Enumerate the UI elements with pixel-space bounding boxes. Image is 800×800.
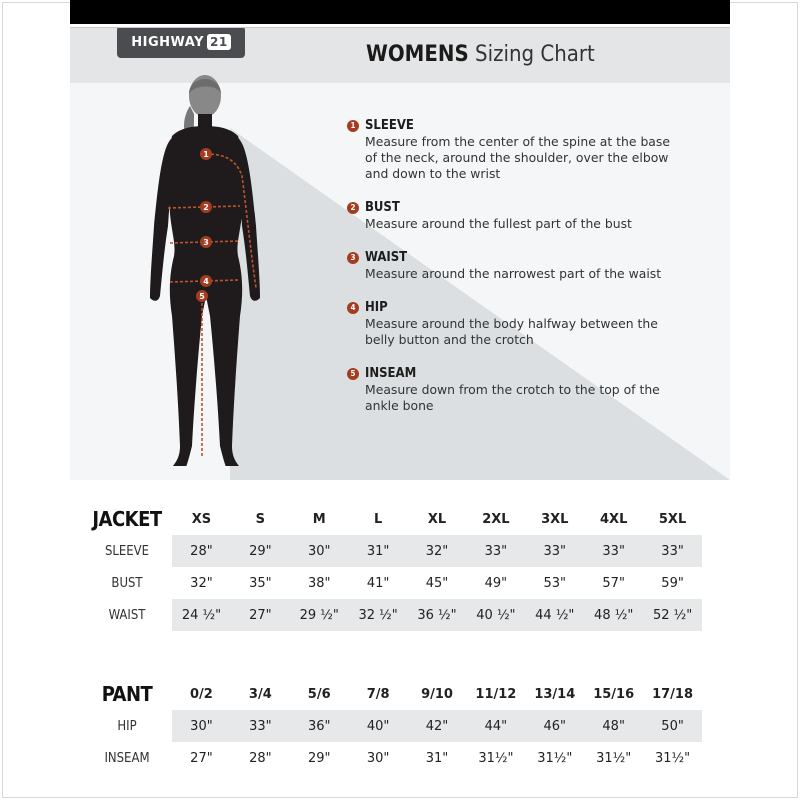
table-row bbox=[92, 599, 702, 631]
left-arm bbox=[150, 138, 174, 301]
table-cell: 57" bbox=[602, 575, 625, 591]
table-cell: 49" bbox=[484, 575, 508, 591]
pant-table bbox=[92, 678, 702, 774]
size-header: 15/16 bbox=[593, 686, 635, 702]
table-cell: 30" bbox=[290, 535, 349, 567]
table-cell: 33" bbox=[231, 710, 290, 742]
pant-label: PANT bbox=[101, 682, 153, 706]
size-header: M bbox=[312, 511, 326, 527]
table-cell: 38" bbox=[307, 575, 331, 591]
table-cell: 59" bbox=[661, 575, 684, 591]
table-cell: 31" bbox=[425, 750, 449, 766]
measure-name: INSEAM bbox=[365, 366, 417, 381]
table-cell: 40" bbox=[349, 710, 408, 742]
jacket-label: JACKET bbox=[92, 507, 162, 531]
size-header: 5XL bbox=[658, 511, 687, 527]
table-cell: 53" bbox=[543, 575, 567, 591]
size-header: 5/6 bbox=[307, 686, 331, 702]
size-header: 3/4 bbox=[248, 686, 272, 702]
size-header: 4XL bbox=[600, 511, 628, 527]
measure-name: HIP bbox=[365, 300, 388, 315]
size-header: 13/14 bbox=[534, 686, 576, 702]
table-cell: 32" bbox=[190, 575, 213, 591]
measure-bust bbox=[348, 200, 678, 232]
size-header: 11/12 bbox=[475, 686, 517, 702]
number-badge: 4 bbox=[347, 302, 359, 314]
table-cell: 33" bbox=[643, 535, 702, 567]
size-header: XL bbox=[427, 511, 447, 527]
measure-name: WAIST bbox=[365, 250, 408, 265]
size-header: 3XL bbox=[541, 511, 569, 527]
neck bbox=[198, 114, 212, 128]
measure-sleeve bbox=[348, 118, 678, 182]
jacket-header-row bbox=[92, 503, 702, 535]
table-cell: 33" bbox=[525, 535, 584, 567]
marker-5-label: 5 bbox=[199, 292, 205, 301]
table-cell: 45" bbox=[425, 575, 449, 591]
number-badge: 1 bbox=[347, 120, 359, 132]
table-cell: 33" bbox=[584, 535, 643, 567]
table-cell: 42" bbox=[408, 710, 467, 742]
size-header: 9/10 bbox=[421, 686, 453, 702]
size-header: 17/18 bbox=[652, 686, 694, 702]
measure-waist bbox=[348, 250, 678, 282]
table-cell: 41" bbox=[366, 575, 390, 591]
size-header: S bbox=[255, 511, 266, 527]
measure-inseam bbox=[348, 366, 678, 414]
measure-name: BUST bbox=[365, 200, 400, 215]
marker-2-label: 2 bbox=[203, 203, 209, 212]
table-cell: 31½" bbox=[537, 750, 573, 766]
table-row bbox=[92, 567, 702, 599]
table-cell: 40 ½" bbox=[466, 599, 525, 631]
table-cell: 24 ½" bbox=[172, 599, 231, 631]
table-cell: 29" bbox=[307, 750, 331, 766]
table-cell: 28" bbox=[249, 750, 272, 766]
hero-panel bbox=[70, 28, 730, 480]
row-label: INSEAM bbox=[104, 750, 150, 766]
row-label: WAIST bbox=[108, 607, 146, 623]
table-cell: 30" bbox=[366, 750, 390, 766]
table-cell: 31½" bbox=[478, 750, 514, 766]
table-cell: 29 ½" bbox=[290, 599, 349, 631]
size-header: 0/2 bbox=[190, 686, 213, 702]
table-row bbox=[92, 742, 702, 774]
table-cell: 31½" bbox=[596, 750, 632, 766]
marker-1-label: 1 bbox=[203, 150, 209, 159]
table-cell: 52 ½" bbox=[643, 599, 702, 631]
table-cell: 44" bbox=[466, 710, 525, 742]
measure-hip bbox=[348, 300, 678, 348]
table-cell: 36" bbox=[290, 710, 349, 742]
row-label: SLEEVE bbox=[104, 543, 150, 559]
top-bar bbox=[70, 0, 730, 24]
table-row bbox=[92, 710, 702, 742]
marker-3-label: 3 bbox=[203, 238, 209, 247]
table-cell: 35" bbox=[249, 575, 272, 591]
table-cell: 32 ½" bbox=[349, 599, 408, 631]
table-cell: 50" bbox=[643, 710, 702, 742]
table-cell: 48" bbox=[584, 710, 643, 742]
table-cell: 31" bbox=[349, 535, 408, 567]
title-bold: WOMENS bbox=[366, 42, 469, 67]
page-title bbox=[366, 42, 595, 67]
table-cell: 29" bbox=[231, 535, 290, 567]
number-badge: 5 bbox=[347, 368, 359, 380]
brand-logo bbox=[117, 28, 245, 58]
table-cell: 44 ½" bbox=[525, 599, 584, 631]
number-badge: 3 bbox=[347, 252, 359, 264]
table-cell: 36 ½" bbox=[408, 599, 467, 631]
title-rest: Sizing Chart bbox=[475, 42, 595, 67]
table-cell: 28" bbox=[172, 535, 231, 567]
measure-desc: Measure around the fullest part of the bust bbox=[365, 216, 632, 231]
body-silhouette bbox=[132, 66, 262, 466]
row-label: BUST bbox=[111, 575, 143, 591]
marker-4-label: 4 bbox=[203, 277, 209, 286]
size-header: 2XL bbox=[482, 511, 510, 527]
measure-desc: Measure down from the crotch to the top of the ankle bone bbox=[365, 382, 660, 413]
table-cell: 30" bbox=[172, 710, 231, 742]
table-cell: 27" bbox=[190, 750, 213, 766]
measure-desc: Measure around the narrowest part of the waist bbox=[365, 266, 662, 281]
table-cell: 33" bbox=[466, 535, 525, 567]
table-cell: 48 ½" bbox=[584, 599, 643, 631]
number-badge: 2 bbox=[347, 202, 359, 214]
table-cell: 31½" bbox=[655, 750, 691, 766]
logo-number: 21 bbox=[207, 34, 231, 50]
logo-text: HIGHWAY bbox=[131, 34, 205, 50]
measure-desc: Measure from the center of the spine at the base of the neck, around the shoulder, over the elbow and down to the wrist bbox=[365, 134, 670, 181]
table-row bbox=[92, 535, 702, 567]
size-header: 7/8 bbox=[366, 686, 390, 702]
row-label: HIP bbox=[117, 718, 137, 734]
table-cell: 32" bbox=[408, 535, 467, 567]
pant-header-row bbox=[92, 678, 702, 710]
measure-desc: Measure around the body halfway between the belly button and the crotch bbox=[365, 316, 658, 347]
table-cell: 27" bbox=[231, 599, 290, 631]
measure-name: SLEEVE bbox=[365, 118, 414, 133]
jacket-table bbox=[92, 503, 702, 631]
table-cell: 46" bbox=[525, 710, 584, 742]
size-header: XS bbox=[191, 511, 212, 527]
size-header: L bbox=[373, 511, 383, 527]
